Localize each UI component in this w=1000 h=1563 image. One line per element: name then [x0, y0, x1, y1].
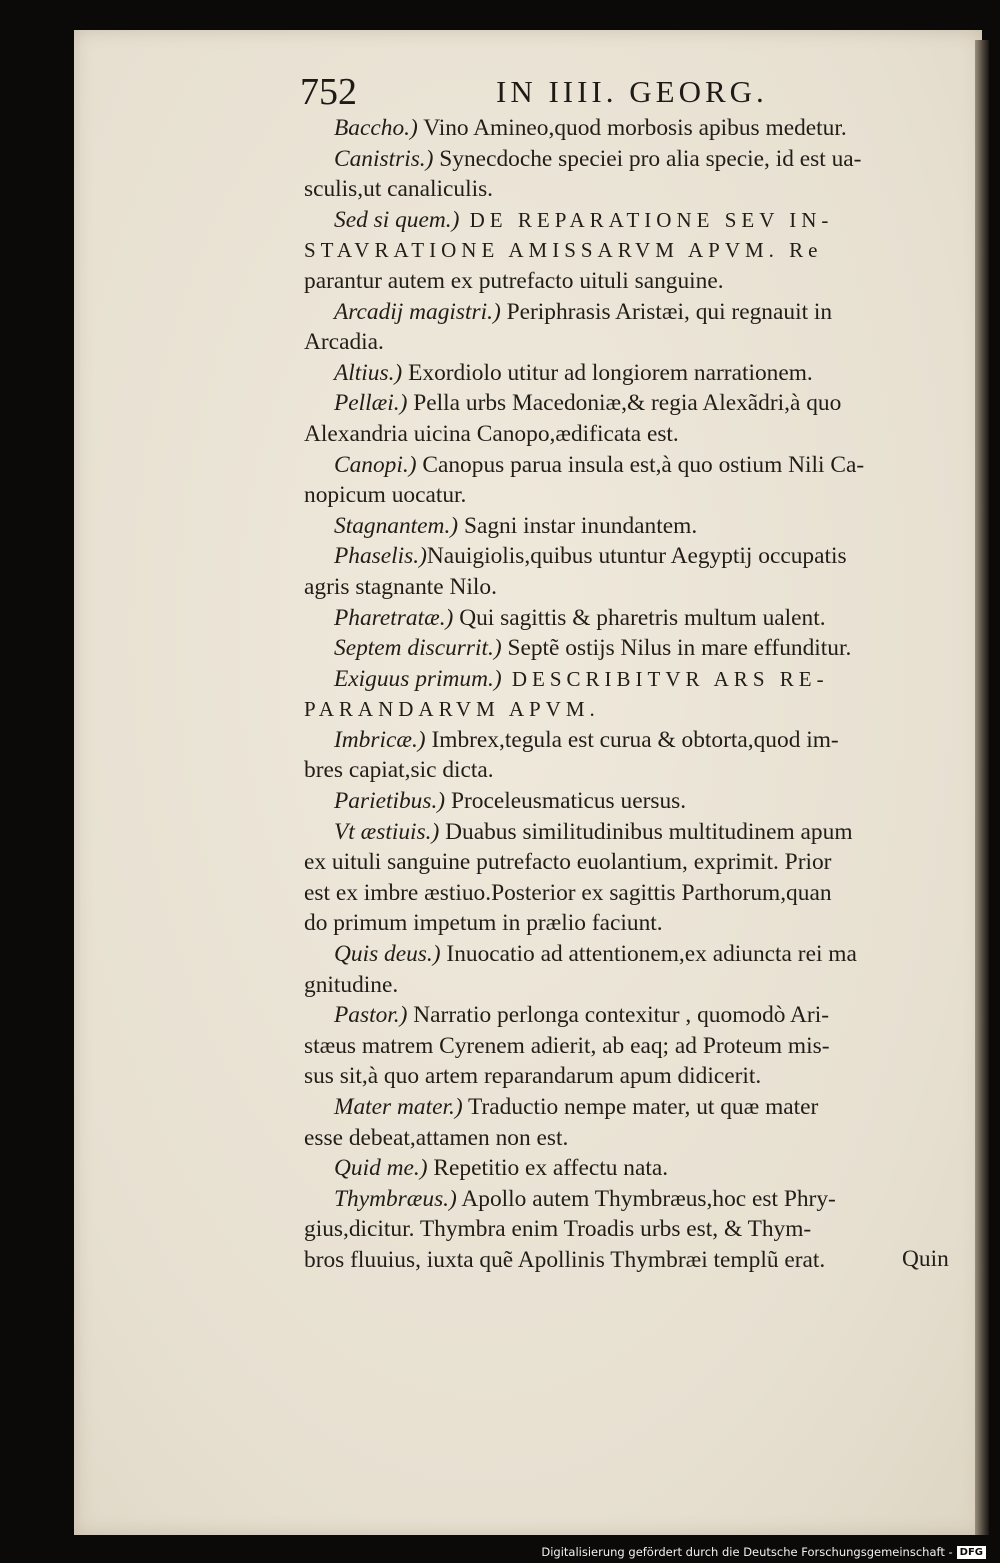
lemma: Exiguus primum.)	[334, 665, 502, 692]
lemma: Phaselis.)	[334, 543, 427, 570]
text-line	[304, 939, 962, 970]
page-edge	[975, 40, 989, 1535]
lemma: Quid me.)	[334, 1155, 428, 1182]
lemma: Arcadij magistri.)	[334, 298, 501, 325]
text-line	[304, 1000, 962, 1031]
gloss-text: Proceleusmaticus uersus.	[445, 788, 687, 815]
lemma: Baccho.)	[334, 115, 418, 141]
text-line	[304, 1092, 962, 1123]
gloss-text: bros fluuius, iuxta quẽ Apollinis Thymbræi templũ erat.	[304, 1246, 826, 1273]
lemma: Quis deus.)	[334, 941, 441, 968]
gloss-text: Qui sagittis & pharetris multum ualent.	[453, 604, 826, 631]
lemma: Imbricæ.)	[334, 726, 426, 753]
gloss-text: Sagni instar inundantem.	[458, 512, 698, 539]
gloss-text: Inuocatio ad attentionem,ex adiuncta rei ma	[440, 941, 857, 968]
gloss-text: Exordiolo utitur ad longiorem narrationem.	[402, 359, 813, 386]
gloss-text: Narratio perlonga contexitur , quomodò Ari-	[407, 1002, 830, 1029]
gloss-text: Vino Amineo,quod morbosis apibus medetur.	[417, 115, 847, 141]
lemma: Sed si quem.)	[334, 206, 460, 233]
gloss-text: agris stagnante Nilo.	[304, 573, 497, 600]
gloss-text: Synecdoche speciei pro alia specie, id est ua-	[433, 145, 862, 172]
text-line	[304, 450, 962, 481]
text-line	[304, 205, 962, 236]
lemma: Mater mater.)	[334, 1094, 463, 1120]
lemma: Parietibus.)	[334, 788, 446, 815]
lemma: Pharetratæ.)	[334, 604, 454, 631]
gloss-text: Septẽ ostijs Nilus in mare effunditur.	[501, 635, 852, 662]
text-line	[304, 1153, 962, 1184]
gloss-text: esse debeat,attamen non est.	[304, 1124, 569, 1151]
text-line	[304, 1031, 962, 1062]
text-line	[304, 633, 962, 664]
text-line	[304, 113, 962, 144]
text-line	[304, 235, 962, 266]
text-line	[304, 817, 962, 848]
gloss-text: sculis,ut canaliculis.	[304, 176, 494, 203]
lemma: Pastor.)	[334, 1002, 408, 1029]
text-line	[304, 1061, 962, 1092]
text-line	[304, 419, 962, 450]
page-header	[300, 72, 960, 112]
gloss-text: PARANDARVM APVM.	[304, 697, 600, 722]
gloss-text: do primum impetum in prælio faciunt.	[304, 910, 663, 937]
text-line	[304, 327, 962, 358]
dfg-logo: DFG	[957, 1546, 986, 1559]
text-line	[304, 694, 962, 725]
gloss-text: Pella urbs Macedoniæ,& regia Alexãdri,à quo	[407, 390, 842, 417]
running-head: IN IIII. GEORG.	[496, 74, 768, 109]
text-line	[304, 1123, 962, 1154]
gloss-text: Arcadia.	[304, 329, 384, 356]
text-line	[304, 603, 962, 634]
gloss-text: gius,dicitur. Thymbra enim Troadis urbs est, & Thym-	[304, 1216, 812, 1243]
gloss-text: gnitudine.	[304, 971, 399, 998]
text-line	[304, 755, 962, 786]
gloss-text: Traductio nempe mater, ut quæ mater	[462, 1094, 819, 1120]
text-line	[304, 572, 962, 603]
lemma: Stagnantem.)	[334, 512, 459, 539]
digitization-footer	[541, 1545, 986, 1559]
text-line	[304, 847, 962, 878]
text-line	[304, 1184, 962, 1215]
text-line	[304, 266, 962, 297]
lemma: Pellæi.)	[334, 390, 408, 417]
text-line	[304, 878, 962, 909]
text-line	[304, 388, 962, 419]
gloss-text: DE REPARATIONE SEV IN-	[459, 207, 834, 232]
lemma: Canistris.)	[334, 145, 434, 172]
gloss-text: Nauigiolis,quibus utuntur Aegyptij occupatis	[426, 543, 847, 570]
page-number: 752	[300, 71, 357, 113]
catchword: Quin	[902, 1246, 949, 1272]
gloss-text: STAVRATIONE AMISSARVM APVM. Re	[304, 238, 823, 263]
text-line	[304, 664, 962, 695]
text-line	[304, 480, 962, 511]
text-line	[304, 725, 962, 756]
text-line	[304, 511, 962, 542]
gloss-text: est ex imbre æstiuo.Posterior ex sagittis Parthorum,quan	[304, 879, 832, 906]
gloss-text: bres capiat,sic dicta.	[304, 757, 494, 784]
lemma: Septem discurrit.)	[334, 635, 502, 662]
gloss-text: DESCRIBITVR ARS RE-	[501, 666, 829, 691]
gloss-text: Repetitio ex affectu nata.	[427, 1155, 669, 1182]
gloss-text: Alexandria uicina Canopo,ædificata est.	[304, 420, 679, 447]
gloss-text: Apollo autem Thymbræus,hoc est Phry-	[456, 1185, 836, 1212]
text-line	[304, 144, 962, 175]
lemma: Altius.)	[334, 359, 403, 386]
lemma: Thymbræus.)	[334, 1185, 457, 1212]
gloss-text: nopicum uocatur.	[304, 482, 467, 509]
text-line	[304, 970, 962, 1001]
gloss-text: parantur autem ex putrefacto uituli sanguine.	[304, 267, 724, 294]
text-line	[304, 786, 962, 817]
gloss-text: Periphrasis Aristæi, qui regnauit in	[500, 298, 833, 325]
text-line	[304, 174, 962, 205]
gloss-text: Canopus parua insula est,à quo ostium Nili Ca-	[416, 451, 865, 478]
gloss-text: sus sit,à quo artem reparandarum apum didicerit.	[304, 1063, 762, 1090]
lemma: Vt æstiuis.)	[334, 818, 440, 845]
text-line	[304, 1214, 962, 1245]
funding-credit: Digitalisierung gefördert durch die Deutsche Forschungsgemeinschaft -	[541, 1545, 953, 1559]
gloss-text: ex uituli sanguine putrefacto euolantium, exprimit. Prior	[304, 849, 832, 876]
text-line	[304, 541, 962, 572]
text-line	[304, 297, 962, 328]
gloss-text: Duabus similitudinibus multitudinem apum	[439, 818, 853, 845]
lemma: Canopi.)	[334, 451, 417, 478]
commentary-text	[304, 113, 962, 1276]
text-line	[304, 358, 962, 389]
text-line	[304, 1245, 962, 1276]
text-line	[304, 908, 962, 939]
gloss-text: Imbrex,tegula est curua & obtorta,quod im-	[425, 726, 839, 753]
gloss-text: stæus matrem Cyrenem adierit, ab eaq; ad Proteum mis-	[304, 1032, 830, 1059]
